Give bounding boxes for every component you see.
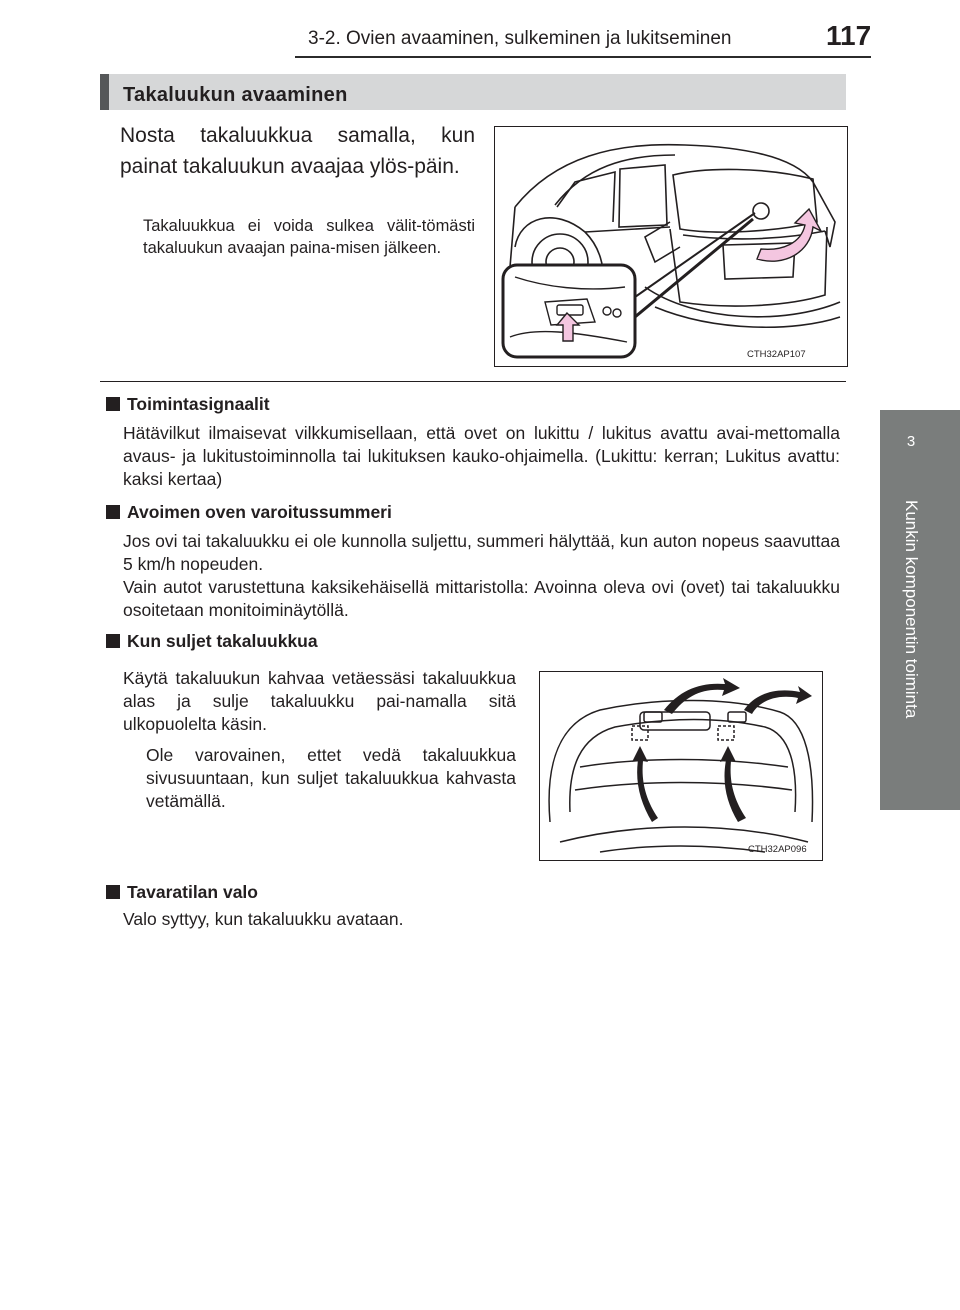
- header-rule: [295, 56, 871, 58]
- section-heading-marker: [100, 74, 109, 110]
- section-heading: Takaluukun avaaminen: [123, 84, 348, 106]
- square-bullet-icon: [106, 885, 120, 899]
- square-bullet-icon: [106, 397, 120, 411]
- item-paragraph: Vain autot varustettuna kaksikehäisellä mittaristolla: Avoinna oleva ovi (ovet) tai takaluukku osoitetaan monitoiminäytöllä.: [123, 577, 840, 620]
- tailgate-interior-drawing: [540, 672, 822, 860]
- instruction-note: Takaluukkua ei voida sulkea välit-tömästi takaluukun avaajan paina-misen jälkeen.: [143, 217, 475, 257]
- running-header-title: 3-2. Ovien avaaminen, sulkeminen ja lukitseminen: [308, 28, 732, 49]
- square-bullet-icon: [106, 634, 120, 648]
- figure-code: CTH32AP107: [747, 349, 806, 360]
- tailgate-handle-illustration: [539, 671, 823, 861]
- page-number: 117: [826, 20, 872, 51]
- item-paragraph: Käytä takaluukun kahvaa vetäessäsi takaluukkua alas ja sulje takaluukku pai-namalla sitä ulkopuolelta käsin.: [123, 668, 516, 734]
- item-heading: Kun suljet takaluukkua: [127, 631, 318, 651]
- tailgate-opening-illustration: [494, 126, 848, 367]
- item-heading: Toimintasignaalit: [127, 394, 270, 414]
- item-paragraph: Hätävilkut ilmaisevat vilkkumisellaan, että ovet on lukittu / lukitus avattu avai-mettomalla avaus- ja lukitustoiminnolla tai lukituksen kauko-ohjaimella. (Lukittu: kerran; Lukitus avattu: kaksi kertaa): [123, 423, 840, 489]
- item-heading: Tavaratilan valo: [127, 882, 258, 902]
- item-heading: Avoimen oven varoitussummeri: [127, 502, 392, 522]
- chapter-title: Kunkin komponentin toiminta: [902, 500, 921, 719]
- item-note: Ole varovainen, ettet vedä takaluukkua sivusuuntaan, kun suljet takaluukkua kahvasta vetämällä.: [146, 745, 516, 811]
- item-paragraph: Jos ovi tai takaluukku ei ole kunnolla suljettu, summeri hälyttää, kun auton nopeus saavuttaa 5 km/h nopeuden.: [123, 531, 840, 574]
- rear-car-drawing: [495, 127, 847, 366]
- figure-code: CTH32AP096: [748, 844, 807, 855]
- item-paragraph: Valo syttyy, kun takaluukku avataan.: [123, 909, 404, 929]
- section-divider: [100, 381, 846, 382]
- chapter-number: 3: [906, 433, 916, 450]
- instruction-text: Nosta takaluukkua samalla, kun painat takaluukun avaajaa ylös-päin.: [120, 124, 475, 178]
- square-bullet-icon: [106, 505, 120, 519]
